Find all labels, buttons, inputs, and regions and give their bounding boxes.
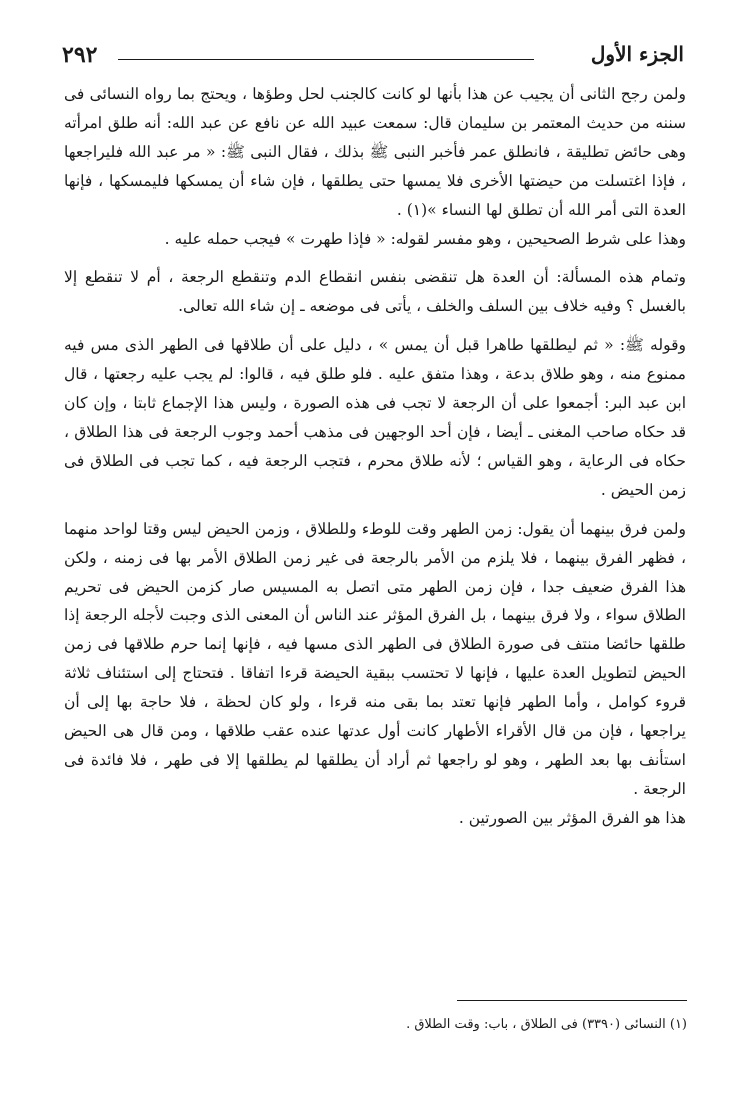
footnote-divider <box>457 1000 687 1001</box>
paragraph-1-continuation: وهذا على شرط الصحيحين ، وهو مفسر لقوله: « فإذا طهرت » فيجب حمله عليه . <box>164 229 686 248</box>
paragraph-4-conclusion: هذا هو الفرق المؤثر بين الصورتين . <box>458 808 686 827</box>
running-title: الجزء الأول <box>590 42 684 66</box>
header-rule <box>118 59 534 60</box>
paragraph-2: وتمام هذه المسألة: أن العدة هل تنقضى بنفس انقطاع الدم وتنقطع الرجعة ، أم لا تنقطع إلا بالغسل ؟ وفيه خلاف بين السلف والخلف ، يأتى فى موضعه ـ إن شاء الله تعالى. <box>64 268 686 316</box>
body-text <box>64 80 686 843</box>
page-header <box>62 42 684 76</box>
paragraph-1: ولمن رجح الثانى أن يجيب عن هذا بأنها لو كانت كالجنب لحل وطؤها ، ويحتج بما رواه النسائى فى سننه من حديث المعتمر بن سليمان قال: سمعت عبيد الله عن نافع عن عبد الله: أنه طلق امرأته وهى حائض تطليقة ، فانطلق عمر فأخبر النبى ﷺ بذلك ، فقال النبى ﷺ: « مر عبد الله فليراجعها ، فإذا اغتسلت من حيضتها الأخرى فلا يمسها حتى يطلقها ، فإن شاء أن يمسكها فليمسكها ، فإنها العدة التى أمر الله أن تطلق لها النساء »(١) . <box>64 85 686 219</box>
page-number: ٢٩٢ <box>62 42 98 68</box>
paragraph-3: وقوله ﷺ: « ثم ليطلقها طاهرا قبل أن يمس » ، دليل على أن طلاقها فى الطهر الذى مس فيه ممنوع منه ، وهو طلاق بدعة ، وهذا متفق عليه . فلو طلق فيه ، قالوا: لم يجب عليه رجعتها ، قال ابن عبد البر: أجمعوا على أن الرجعة لا تجب فى هذه الصورة ، وليس هذا الإجماع ثابتا ، وإن كان قد حكاه صاحب المغنى ـ أيضا ، فإن أحد الوجهين فى مذهب أحمد وجوب الرجعة فى هذا الطلاق ، حكاه فى الرعاية ، وهو القياس ؛ لأنه طلاق محرم ، فتجب الرجعة فيه ، كما تجب فى الطلاق فى زمن الحيض . <box>64 336 686 499</box>
paragraph-4: ولمن فرق بينهما أن يقول: زمن الطهر وقت للوطء وللطلاق ، وزمن الحيض ليس وقتا لواحد منهما ، فظهر الفرق بينهما ، فلا يلزم من الأمر بالرجعة فى غير زمن الطلاق الأمر بها فى زمنه ، ولكن هذا الفرق ضعيف جدا ، فإن زمن الطهر متى اتصل به المسيس صار كزمن الحيض فى تحريم الطلاق سواء ، ولا فرق بينهما ، بل الفرق المؤثر عند الناس أن المعنى الذى وجبت لأجله الرجعة إذا طلقها حائضا منتف فى صورة الطلاق فى الطهر الذى مسها فيه ، فإنها إنما حرم طلاقها فى زمن الحيض لتطويل العدة عليها ، فإنها لا تحتسب ببقية الحيضة قرءا اتفاقا . فتحتاج إلى استئناف ثلاثة قروء كوامل ، وأما الطهر فإنها تعتد بما بقى منه قرءا ، ولو كان لحظة ، فلا حاجة بها إلى أن يراجعها ، فإن من قال الأقراء الأطهار كانت أول عدتها عنده عقب طلاقها ، ومن قال هى الحيض استأنف بها بعد الطهر ، وهو لو راجعها ثم أراد أن يطلقها لم يطلقها إلا فى طهر ، فلا فائدة فى الرجعة . <box>64 519 686 798</box>
footnote: (١) النسائى (٣٣٩٠) فى الطلاق ، باب: وقت الطلاق . <box>406 1017 687 1032</box>
